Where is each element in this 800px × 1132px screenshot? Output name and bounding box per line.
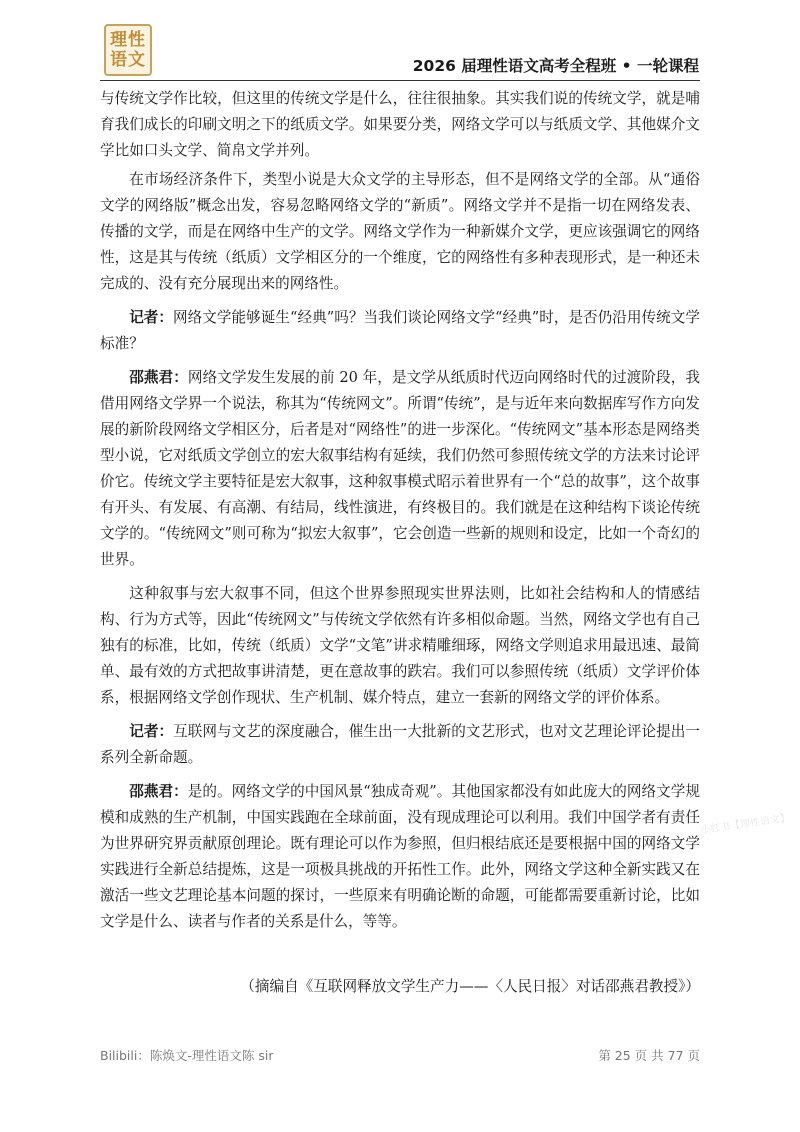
question-theory bbox=[100, 719, 700, 771]
paragraph-network-literature: 在市场经济条件下，类型小说是大众文学的主导形态，但不是网络文学的全部。从“通俗文学的网络版”概念出发，容易忽略网络文学的“新质”。网络文学并不是指一切在网络发表、传播的文学，而是在网络中生产的文学。网络文学作为一种新媒介文学，更应该强调它的网络性，这是其与传统（纸质）文学相区分的一个维度，它的网络性有多种表现形式，是一种还未完成的、没有充分展现出来的网络性。 bbox=[100, 171, 700, 292]
logo bbox=[104, 24, 152, 76]
answer-text: 是的。网络文学的中国风景“独成奇观”。其他国家都没有如此庞大的网络文学规模和成熟的生产机制，中国实践跑在全球前面，没有现成理论可以利用。我们中国学者有责任为世界研究界贡献原创理论。既有理论可以作为参照，但归根结底还是要根据中国的网络文学实践进行全新总结提炼，这是一项极具挑战的开拓性工作。此外，网络文学这种全新实践又在激活一些文艺理论基本问题的探讨，一些原来有明确论断的命题，可能都需要重新讨论，比如文学是什么、读者与作者的关系是什么，等等。 bbox=[100, 783, 700, 930]
answer-classics bbox=[100, 365, 700, 573]
speaker-shao: 邵燕君： bbox=[129, 369, 188, 386]
question-text: 互联网与文艺的深度融合，催生出一大批新的文艺形式，也对文艺理论评论提出一系列全新命题。 bbox=[100, 723, 700, 766]
speaker-reporter: 记者： bbox=[129, 309, 174, 326]
speaker-reporter: 记者： bbox=[129, 723, 174, 740]
paragraph-continuation: 与传统文学作比较，但这里的传统文学是什么，往往很抽象。其实我们说的传统文学，就是哺育我们成长的印刷文明之下的纸质文学。如果要分类，网络文学可以与纸质文学、其他媒介文学比如口头文学、简帛文学并列。 bbox=[100, 90, 700, 159]
logo-line-1: 理性 bbox=[110, 30, 146, 50]
page-number: 第 25 页 共 77 页 bbox=[598, 1048, 700, 1063]
question-text: 网络文学能够诞生“经典”吗？当我们谈论网络文学“经典”时，是否仍沿用传统文学标准？ bbox=[100, 309, 700, 352]
course-title: 2026 届理性语文高考全程班 • 一轮课程 bbox=[412, 57, 699, 75]
source-citation: （摘编自《互联网释放文学生产力——〈人民日报〉对话邵燕君教授》） bbox=[240, 978, 700, 995]
answer-text: 网络文学发生发展的前 20 年，是文学从纸质时代迈向网络时代的过渡阶段，我借用网络文学界一个说法，称其为“传统网文”。所谓“传统”，是与近年来向数据库写作方向发展的新阶段网络文学相区分，后者是对“网络性”的进一步深化。“传统网文”基本形态是网络类型小说，它对纸质文学创立的宏大叙事结构有延续，我们仍然可参照传统文学的方法来讨论评价它。传统文学主要特征是宏大叙事，这种叙事模式昭示着世界有一个“总的故事”，这个故事有开头、有发展、有高潮、有结局，线性演进，有终极目的。我们就是在这种结构下谈论传统文学的。“传统网文”则可称为“拟宏大叙事”，它会创造一些新的规则和设定，比如一个奇幻的世界。 bbox=[100, 369, 700, 568]
answer-theory bbox=[100, 779, 700, 935]
header-divider bbox=[100, 80, 700, 81]
footer-bilibili: Bilibili：陈焕文-理性语文陈 sir bbox=[100, 1048, 274, 1063]
article-body bbox=[100, 86, 700, 943]
question-classics bbox=[100, 305, 700, 357]
watermark: 小红书【理性语文】 bbox=[699, 812, 791, 837]
speaker-shao: 邵燕君： bbox=[129, 783, 188, 800]
logo-line-2: 语文 bbox=[110, 50, 146, 70]
paragraph-evaluation-system: 这种叙事与宏大叙事不同，但这个世界参照现实世界法则，比如社会结构和人的情感结构、行为方式等，因此“传统网文”与传统文学依然有许多相似命题。当然，网络文学也有自己独有的标准，比如，传统（纸质）文学“文笔”讲求精雕细琢，网络文学则追求用最迅速、最简单、最有效的方式把故事讲清楚，更在意故事的跌宕。我们可以参照传统（纸质）文学评价体系，根据网络文学创作现状、生产机制、媒介特点，建立一套新的网络文学的评价体系。 bbox=[100, 585, 700, 706]
